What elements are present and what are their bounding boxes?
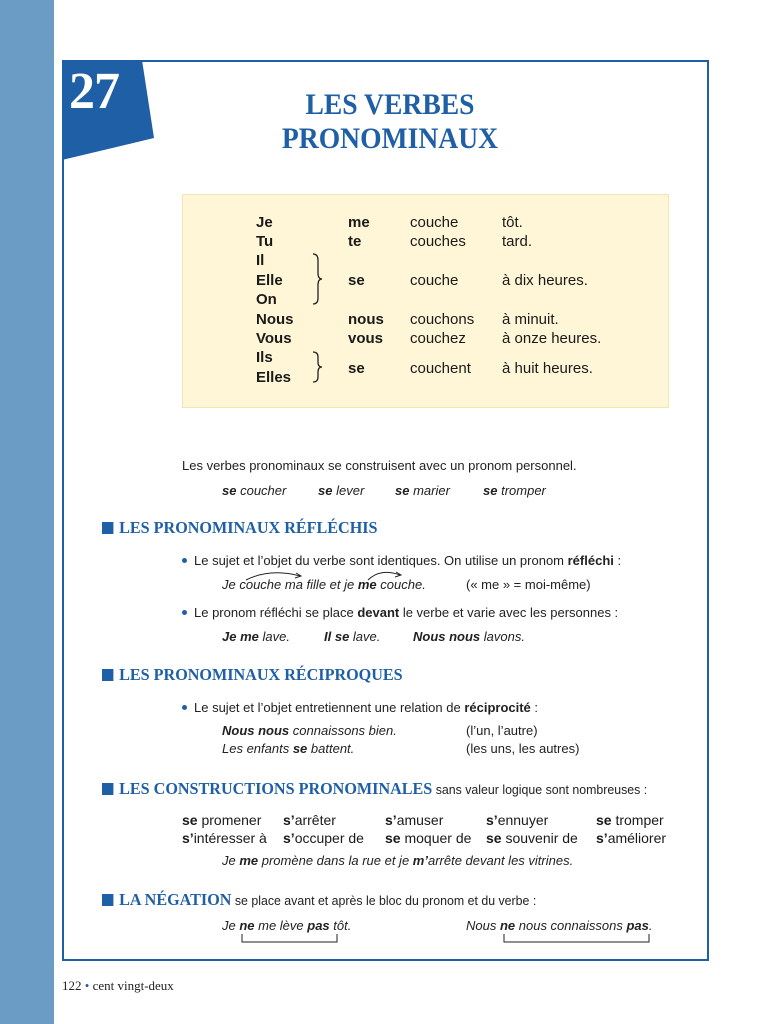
square-bullet-icon — [102, 783, 113, 795]
bold-text: Nous nous — [413, 629, 481, 644]
conj-verb: couches — [410, 233, 466, 250]
conj-comp: à minuit. — [502, 311, 559, 328]
heading-tail: sans valeur logique sont nombreuses : — [432, 782, 648, 797]
heading-text: LA NÉGATION — [119, 890, 232, 909]
conj-verb: couche — [410, 272, 459, 289]
construction-verb — [283, 830, 364, 846]
bold-text: ne — [239, 918, 255, 933]
title-line-2: PRONOMINAUX — [281, 122, 499, 155]
bold-text: se — [395, 483, 410, 498]
section-reflechis-heading — [102, 518, 378, 538]
conj-subj: Il — [256, 252, 265, 269]
text: battent. — [307, 741, 355, 756]
text: nous connaissons — [515, 918, 627, 933]
text: intéresser à — [193, 830, 267, 846]
side-bar — [0, 0, 54, 1024]
text: Nous — [466, 918, 500, 933]
bold-text: se — [222, 483, 237, 498]
bold-text: se — [182, 812, 198, 828]
intro-example — [395, 483, 450, 498]
text: ennuyer — [497, 812, 549, 828]
heading-text: LES PRONOMINAUX RÉCIPROQUES — [119, 665, 403, 684]
negation-bracket-1 — [240, 933, 340, 945]
bold-text: ne — [499, 918, 516, 933]
reciproques-bullet — [182, 700, 538, 715]
conj-subj: Elles — [256, 369, 292, 386]
conj-comp: à onze heures. — [502, 330, 602, 347]
intro-example — [222, 483, 286, 498]
text: Le pronom réfléchi se place — [194, 605, 358, 620]
bold-text: Je me — [222, 629, 259, 644]
conj-comp: tôt. — [502, 214, 523, 231]
text: occuper de — [294, 830, 364, 846]
text: lave. — [258, 629, 290, 644]
bold-text: se — [385, 830, 401, 846]
bold-text: s’ — [182, 830, 194, 846]
heading-text: LES PRONOMINAUX RÉFLÉCHIS — [119, 518, 378, 537]
conj-subj: Nous — [256, 311, 294, 328]
page-number-words: cent vingt-deux — [92, 978, 174, 993]
conj-comp: à huit heures. — [502, 360, 593, 377]
conj-subj: Je — [256, 214, 273, 231]
conj-verb: couche — [410, 214, 459, 231]
text: tromper — [611, 812, 664, 828]
bold-text: se — [596, 812, 612, 828]
conj-subj: Tu — [256, 233, 274, 250]
bold-text: réciprocité — [464, 700, 531, 715]
text: Je couche ma fille et je — [222, 577, 358, 592]
bullet-dot-icon — [182, 558, 187, 563]
reciproques-example-1 — [222, 723, 397, 738]
intro-example — [483, 483, 546, 498]
reflechis-bullet-1 — [182, 553, 621, 568]
construction-verb — [486, 812, 548, 828]
conj-verb: couchent — [410, 360, 471, 377]
bold-text: me — [357, 577, 377, 592]
conj-pron: se — [348, 360, 365, 377]
square-bullet-icon — [102, 522, 113, 534]
conj-verb: couchez — [410, 330, 466, 347]
construction-verb — [596, 830, 666, 846]
negation-example-2 — [466, 918, 652, 933]
reciproques-example-1-note: (l’un, l’autre) — [466, 723, 538, 738]
heading-tail: se place avant et après le bloc du pronom et du verbe : — [231, 893, 537, 908]
text: Je — [222, 853, 240, 868]
text: : — [530, 700, 539, 715]
bold-text: devant — [357, 605, 400, 620]
text: lavons. — [480, 629, 525, 644]
conj-subj: Ils — [256, 349, 273, 366]
reflechis-example-1-note: (« me » = moi-même) — [466, 577, 591, 592]
text: promener — [197, 812, 262, 828]
bullet-dot-icon — [182, 705, 187, 710]
brace-ils-elles — [311, 350, 323, 384]
reflechis-bullet-2 — [182, 605, 618, 620]
intro-sentence: Les verbes pronominaux se construisent avec un pronom personnel. — [182, 458, 577, 473]
intro-example — [318, 483, 364, 498]
conj-verb: couchons — [410, 311, 475, 328]
text: souvenir de — [501, 830, 578, 846]
bold-text: se — [318, 483, 333, 498]
text: moquer de — [400, 830, 472, 846]
bold-text: pas — [307, 918, 330, 933]
conj-comp: tard. — [502, 233, 533, 250]
bold-text: se — [483, 483, 498, 498]
bold-text: Nous nous — [222, 723, 290, 738]
reciproques-example-2 — [222, 741, 354, 756]
text: amuser — [396, 812, 444, 828]
negation-bracket-2 — [502, 933, 652, 945]
text: promène dans la rue et je — [258, 853, 413, 868]
text: Le sujet et l’objet du verbe sont identiques. On utilise un pronom — [194, 553, 568, 568]
text: lave. — [349, 629, 381, 644]
bold-text: me — [239, 853, 259, 868]
conj-subj: On — [256, 291, 277, 308]
text: . — [648, 918, 653, 933]
construction-verb — [283, 812, 336, 828]
bold-text: s’ — [385, 812, 397, 828]
bold-text: Il se — [324, 629, 350, 644]
text: améliorer — [607, 830, 667, 846]
section-negation-heading — [102, 890, 536, 910]
construction-verb — [385, 830, 471, 846]
text: me lève — [254, 918, 308, 933]
reflechis-example-2b — [324, 629, 380, 644]
text: tôt. — [329, 918, 352, 933]
text: le verbe et varie avec les personnes : — [399, 605, 619, 620]
text: lever — [336, 483, 365, 498]
chapter-tab — [62, 60, 154, 160]
bold-text: s’ — [283, 830, 295, 846]
text: : — [613, 553, 622, 568]
construction-verb — [486, 830, 578, 846]
reciproques-example-2-note: (les uns, les autres) — [466, 741, 580, 756]
construction-verb — [596, 812, 664, 828]
reflechis-example-2c — [413, 629, 525, 644]
text: Le sujet et l’objet entretiennent une relation de — [194, 700, 465, 715]
conj-pron: me — [348, 214, 370, 231]
brace-il-elle-on — [311, 252, 323, 306]
text: Je — [222, 918, 240, 933]
text: marier — [413, 483, 450, 498]
footer-bullet: • — [84, 978, 90, 993]
text: Les enfants — [222, 741, 293, 756]
bold-text: réfléchi — [567, 553, 614, 568]
construction-verb — [182, 812, 261, 828]
bold-text: s’ — [596, 830, 608, 846]
bold-text: s’ — [486, 812, 498, 828]
bold-text: m’ — [412, 853, 428, 868]
conj-comp: à dix heures. — [502, 272, 588, 289]
text: couche. — [376, 577, 426, 592]
bullet-dot-icon — [182, 610, 187, 615]
section-constructions-heading — [102, 779, 647, 799]
title-line-1: LES VERBES — [305, 88, 475, 121]
conj-subj: Elle — [256, 272, 283, 289]
conj-subj: Vous — [256, 330, 292, 347]
bold-text: pas — [626, 918, 649, 933]
construction-verb — [182, 830, 267, 846]
heading-text: LES CONSTRUCTIONS PRONOMINALES — [119, 779, 433, 798]
text: arrêter — [294, 812, 336, 828]
construction-verb — [385, 812, 443, 828]
page-footer — [62, 978, 174, 994]
text: tromper — [501, 483, 546, 498]
constructions-example — [222, 853, 573, 868]
conj-pron: nous — [348, 311, 384, 328]
conj-pron: te — [348, 233, 362, 250]
conj-pron: vous — [348, 330, 384, 347]
page-title — [252, 88, 528, 156]
section-reciproques-heading — [102, 665, 403, 685]
conj-pron: se — [348, 272, 365, 289]
reflechis-example-1 — [222, 577, 426, 592]
text: connaissons bien. — [289, 723, 397, 738]
chapter-number: 27 — [69, 63, 119, 120]
text: arrête devant les vitrines. — [427, 853, 574, 868]
negation-example-1 — [222, 918, 351, 933]
bold-text: se — [486, 830, 502, 846]
square-bullet-icon — [102, 894, 113, 906]
reflechis-example-2a — [222, 629, 290, 644]
page-number: 122 — [62, 978, 82, 993]
bold-text: s’ — [283, 812, 295, 828]
square-bullet-icon — [102, 669, 113, 681]
text: coucher — [240, 483, 287, 498]
bold-text: se — [292, 741, 308, 756]
